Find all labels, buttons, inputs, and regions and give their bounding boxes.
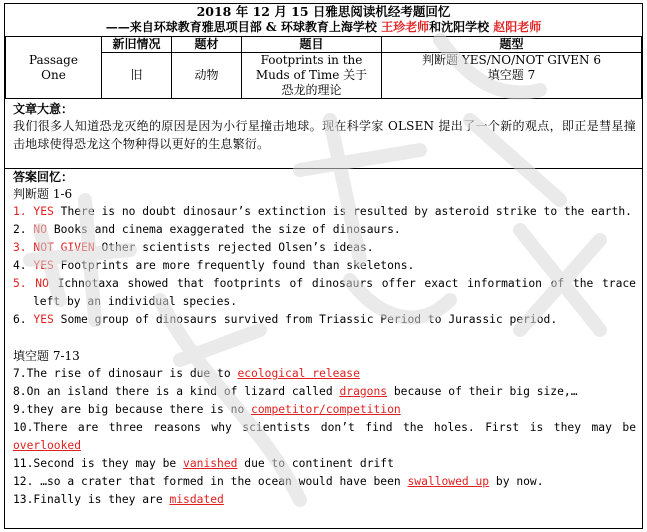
teacher-name-1: 王珍老师 [381,20,430,34]
tf-item [13,239,636,257]
header-title: 题目 [242,37,382,53]
title-line3: 恐龙的理论 [281,83,342,97]
qtype-line2: 填空题 7 [487,68,536,82]
fill-item [13,365,636,383]
fill-item [13,491,636,509]
fill-item [13,383,636,401]
header-topic: 题材 [172,37,242,53]
fill-text: 11.Second is they may be [13,457,184,470]
fill-text: 13.Finally is they are [13,493,170,506]
fill-heading: 填空题 7-13 [13,349,80,363]
tf-answer: YES [33,259,54,272]
tf-text: Footprints are more frequently found than skeletons. [60,259,415,272]
tf-answer: YES [33,313,54,326]
tf-num: 2. [13,223,27,236]
tf-list [13,203,636,329]
passage-info-table [5,36,642,99]
fill-text: 10.There are three reasons why scientists don’t find the holes. First is they may be [13,421,636,434]
tf-item [13,257,636,275]
tf-item [13,221,636,239]
fill-text: 9.they are big because there is no [13,403,252,416]
page-title: 2018 年 12 月 15 日雅思阅读机经考题回忆 [196,4,451,19]
cell-title [242,53,382,99]
header-status: 新旧情况 [102,37,172,53]
fill-text: 7.The rise of dinosaur is due to [13,367,238,380]
passage-label-line1: Passage [29,52,78,67]
teacher-name-2: 赵阳老师 [493,20,542,34]
fill-answer: competitor/competition [251,403,401,416]
answers-heading: 答案回忆： [13,170,74,184]
tf-item [13,311,636,329]
tf-num: 3. [13,241,27,254]
tf-text: There is no doubt dinosaur’s extinction is resulted by asteroid strike to the earth. [60,205,632,218]
fill-answer: overlooked [13,439,82,452]
tf-answer: NOT GIVEN [33,241,95,254]
page-subtitle [5,19,642,35]
answers-section [5,168,642,509]
fill-answer: vanished [183,457,238,470]
document-page [4,3,643,529]
tf-text: Other scientists rejected Olsen’s ideas. [101,241,374,254]
table-header-row [6,37,642,53]
tf-answer: NO [35,277,49,290]
qtype-line1: 判断题 YES/NO/NOT GIVEN 6 [422,53,601,67]
fill-item [13,401,636,419]
tf-item [13,275,636,311]
fill-item [13,455,636,473]
fill-list [13,365,636,509]
table-row [6,53,642,99]
passage-label [6,37,102,99]
tf-item [13,203,636,221]
fill-text: 8.On an island there is a kind of lizard called [13,385,340,398]
summary-text: 我们很多人知道恐龙灭绝的原因是因为小行星撞击地球。现在科学家 OLSEN 提出了一个新的观点，即正是彗星撞击地球使得恐龙这个物种得以更好的生息繁衍。 [13,119,636,151]
tf-heading: 判断题 1-6 [13,187,73,201]
tf-num: 6. [13,313,27,326]
tf-answer: NO [33,223,48,236]
subtitle-prefix: ——来自环球教育雅思项目部 & 环球教育上海学校 [105,20,377,34]
cell-status: 旧 [102,53,172,99]
tf-text: Ichnotaxa showed that footprints of dinosaurs offer exact information of the trace left by an individual species. [33,277,636,308]
subtitle-mid: 和沈阳学校 [429,20,490,34]
cell-topic: 动物 [172,53,242,99]
tf-text: Books and cinema exaggerated the size of dinosaurs. [53,223,401,236]
fill-text-after: because of their big size,… [387,385,578,398]
tf-num: 4. [13,259,27,272]
tf-answer: YES [33,205,54,218]
fill-answer: dragons [339,385,388,398]
title-line2: Muds of Time 关于 [255,68,368,82]
fill-answer: ecological release [237,367,360,380]
fill-answer: misdated [169,493,224,506]
fill-text: 12. …so a crater that formed in the ocean would have been [13,475,408,488]
tf-num: 1. [13,205,27,218]
passage-label-line2: One [41,67,66,82]
tf-text: Some group of dinosaurs survived from Triassic Period to Jurassic period. [60,313,558,326]
header-question-type: 题型 [382,37,642,53]
fill-answer: swallowed up [407,475,490,488]
fill-text-after: by now. [489,475,544,488]
summary-section [5,101,642,168]
summary-heading: 文章大意： [13,102,74,116]
fill-item [13,473,636,491]
fill-text-after: due to continent drift [237,457,394,470]
cell-question-type [382,53,642,99]
tf-num: 5. [13,277,27,290]
title-line1: Footprints in the [260,53,363,67]
fill-item [13,419,636,455]
